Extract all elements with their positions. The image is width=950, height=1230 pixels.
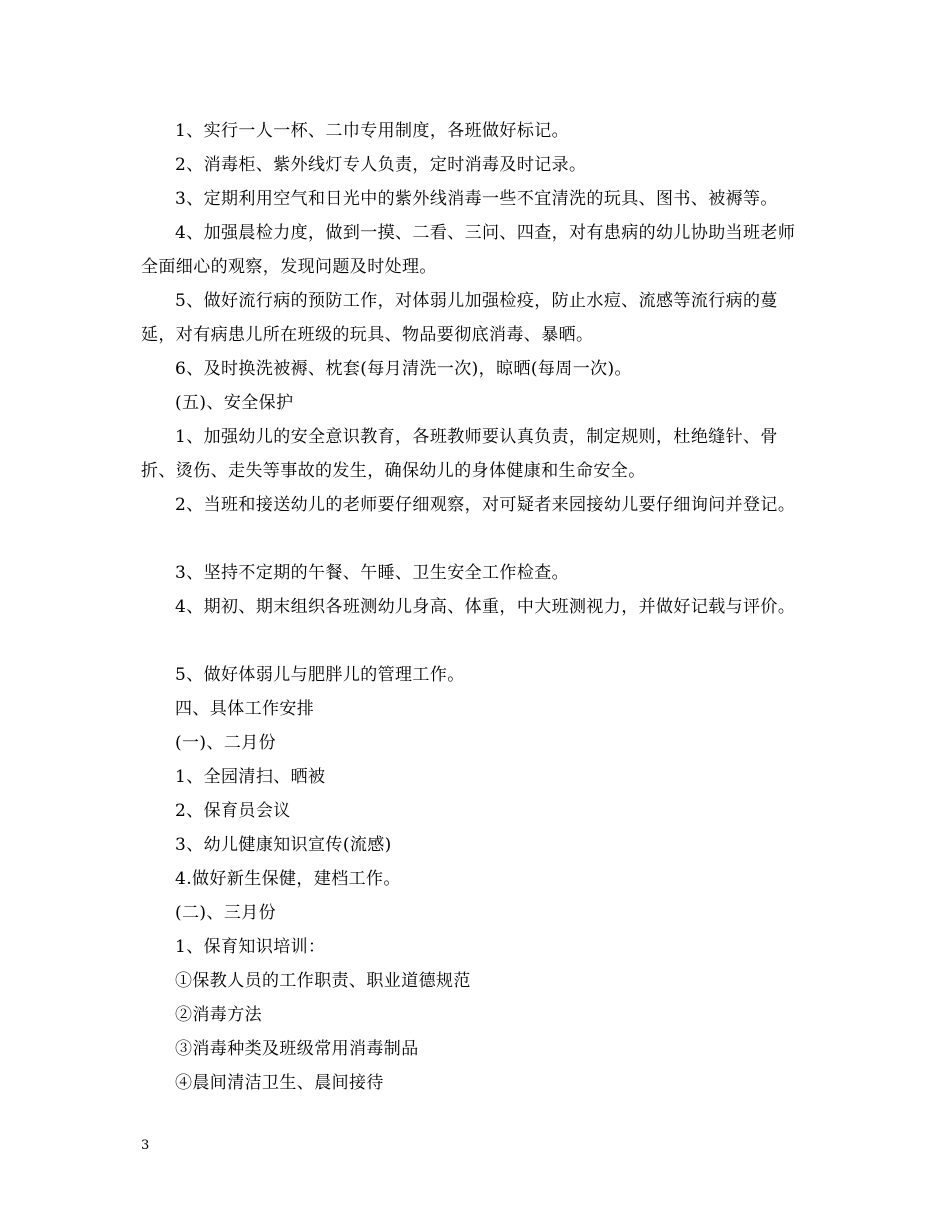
section-heading: (五)、安全保护 (175, 393, 294, 413)
paragraph: 1、加强幼儿的安全意识教育，各班教师要认真负责，制定规则，杜绝缝针、骨折、烫伤、走失等事故的发生，确保幼儿的身体健康和生命安全。 (141, 427, 778, 481)
paragraph: 1、实行一人一杯、二巾专用制度，各班做好标记。 (175, 121, 570, 141)
paragraph: 4、加强晨检力度，做到一摸、二看、三问、四查，对有患病的幼儿协助当班老师全面细心的观察，发现问题及时处理。 (141, 223, 796, 277)
list-item: ②消毒方法 (175, 1005, 262, 1025)
list-item: ③消毒种类及班级常用消毒制品 (175, 1039, 419, 1059)
list-item: 1、保育知识培训： (175, 937, 326, 957)
subsection-heading: (一)、二月份 (175, 733, 277, 753)
section-heading: 四、具体工作安排 (175, 699, 315, 719)
list-item: ④晨间清洁卫生、晨间接待 (175, 1073, 384, 1093)
paragraph: 2、消毒柜、紫外线灯专人负责，定时消毒及时记录。 (175, 155, 587, 175)
paragraph: 2、当班和接送幼儿的老师要仔细观察，对可疑者来园接幼儿要仔细询问并登记。 (175, 495, 796, 515)
list-item: ①保教人员的工作职责、职业道德规范 (175, 971, 471, 991)
paragraph: 6、及时换洗被褥、枕套(每月清洗一次)，晾晒(每周一次)。 (175, 359, 632, 379)
paragraph: 3、定期利用空气和日光中的紫外线消毒一些不宜清洗的玩具、图书、被褥等。 (175, 189, 778, 209)
paragraph: 5、做好流行病的预防工作，对体弱儿加强检疫，防止水痘、流感等流行病的蔓延，对有病患儿所在班级的玩具、物品要彻底消毒、暴晒。 (141, 291, 778, 345)
list-item: 3、幼儿健康知识宣传(流感) (175, 835, 392, 855)
list-item: 1、全园清扫、晒被 (175, 767, 326, 787)
subsection-heading: (二)、三月份 (175, 903, 277, 923)
page-number: 3 (141, 1138, 150, 1153)
paragraph: 5、做好体弱儿与肥胖儿的管理工作。 (175, 665, 465, 685)
paragraph: 4、期初、期末组织各班测幼儿身高、体重，中大班测视力，并做好记载与评价。 (175, 597, 796, 617)
paragraph: 3、坚持不定期的午餐、午睡、卫生安全工作检查。 (175, 563, 570, 583)
list-item: 2、保育员会议 (175, 801, 291, 821)
list-item: 4.做好新生保健，建档工作。 (175, 869, 401, 889)
